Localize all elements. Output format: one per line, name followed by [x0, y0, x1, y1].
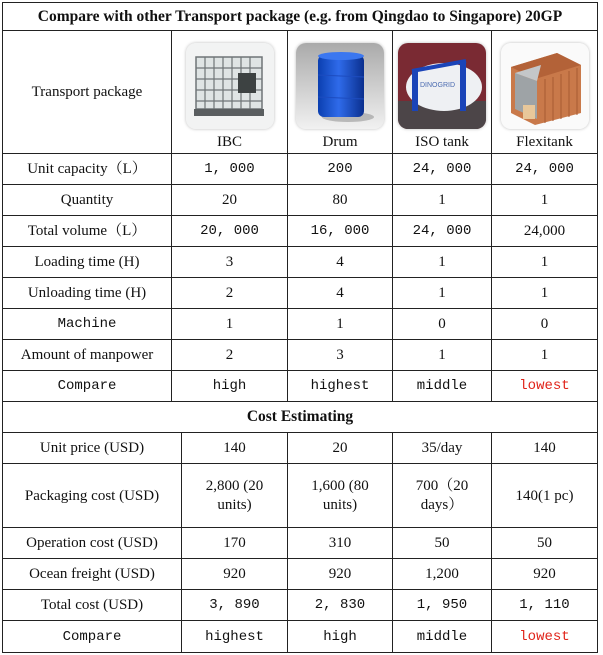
ibc-value: 920: [182, 559, 288, 589]
flexitank-value: 24, 000: [515, 161, 574, 177]
package-flexitank: [492, 31, 597, 153]
flexitank-value: 140(1 pc): [515, 487, 574, 504]
svg-text:DINOGRID: DINOGRID: [420, 82, 455, 89]
row-label: Machine: [3, 309, 172, 339]
iso-tank-value: 24, 000: [393, 154, 492, 184]
drum-value: 16, 000: [288, 216, 393, 246]
ibc-value: 20: [172, 185, 288, 215]
flexitank-value-highlight: lowest: [519, 628, 570, 645]
drum-value: 310: [288, 528, 393, 558]
compare-row: [3, 371, 597, 402]
table-row: [3, 278, 597, 309]
package-iso-tank: [393, 31, 492, 153]
row-label: Ocean freight (USD): [3, 559, 182, 589]
flexitank-value: 1: [540, 192, 549, 208]
flexitank-value: 1: [540, 347, 549, 363]
package-drum: [288, 31, 393, 153]
package-name: Drum: [322, 134, 358, 150]
ibc-value: 2: [172, 278, 288, 308]
table-row: [3, 185, 597, 216]
drum-value: 20: [288, 433, 393, 463]
section-row: [3, 402, 597, 433]
drum-value: 1,600 (80 units): [288, 464, 393, 527]
flexitank-value: 0: [540, 316, 549, 332]
ibc-value: 170: [182, 528, 288, 558]
drum-value: 200: [288, 154, 393, 184]
row-label: Operation cost (USD): [3, 528, 182, 558]
row-label: Total cost (USD): [3, 590, 182, 620]
flexitank-value: 920: [533, 566, 556, 582]
ibc-value: 20, 000: [172, 216, 288, 246]
table-row: [3, 154, 597, 185]
iso-tank-value: 24, 000: [393, 216, 492, 246]
package-header-row: [3, 31, 597, 154]
iso-tank-value: middle: [393, 371, 492, 401]
iso-tank-value: 1: [393, 278, 492, 308]
flexitank-value: 1: [540, 254, 549, 270]
row-label: Unit capacity（L）: [3, 154, 172, 184]
table-row: [3, 590, 597, 621]
row-label: Compare: [3, 371, 172, 401]
iso-tank-value: 0: [393, 309, 492, 339]
title-row: [3, 3, 597, 31]
drum-value: 1: [288, 309, 393, 339]
iso-tank-value: middle: [393, 621, 492, 652]
row-label: Quantity: [3, 185, 172, 215]
comparison-table: [2, 2, 598, 653]
iso-tank-icon: [398, 43, 486, 129]
drum-value: high: [288, 621, 393, 652]
row-label: Unit price (USD): [3, 433, 182, 463]
ibc-tote-icon: [186, 43, 274, 129]
drum-value: 920: [288, 559, 393, 589]
row-label: Total volume（L）: [3, 216, 172, 246]
section-title: Cost Estimating: [246, 408, 354, 425]
ibc-value: 2,800 (20 units): [182, 464, 288, 527]
ibc-value: 1, 000: [172, 154, 288, 184]
flexitank-value: 1, 110: [519, 597, 570, 613]
row-label: Compare: [3, 621, 182, 652]
drum-value: 4: [288, 247, 393, 277]
row-label: Amount of manpower: [3, 340, 172, 370]
ibc-value: 2: [172, 340, 288, 370]
package-name: Flexitank: [516, 134, 573, 150]
table-row: [3, 309, 597, 340]
iso-tank-value: 700（20 days）: [393, 464, 492, 527]
flexitank-value: 50: [537, 535, 552, 551]
package-ibc: [172, 31, 288, 153]
iso-tank-value: 1,200: [393, 559, 492, 589]
flexitank-value: 24,000: [523, 223, 566, 239]
blue-drum-icon: [296, 43, 384, 129]
ibc-value: highest: [182, 621, 288, 652]
drum-value: 80: [288, 185, 393, 215]
row-label: Unloading time (H): [3, 278, 172, 308]
ibc-value: 1: [172, 309, 288, 339]
iso-tank-value: 1: [393, 185, 492, 215]
table-row: [3, 464, 597, 528]
drum-value: 4: [288, 278, 393, 308]
iso-tank-value: 1, 950: [393, 590, 492, 620]
row-label: Packaging cost (USD): [3, 464, 182, 527]
compare-row: [3, 621, 597, 652]
ibc-value: 3, 890: [182, 590, 288, 620]
table-row: [3, 528, 597, 559]
flexitank-value-highlight: lowest: [519, 378, 570, 394]
flexitank-value: 140: [533, 440, 556, 456]
package-name: IBC: [216, 134, 242, 150]
row-label: Loading time (H): [3, 247, 172, 277]
table-row: [3, 216, 597, 247]
drum-value: highest: [288, 371, 393, 401]
ibc-value: high: [172, 371, 288, 401]
package-name: ISO tank: [415, 134, 469, 150]
iso-tank-value: 1: [393, 247, 492, 277]
table-row: [3, 433, 597, 464]
iso-tank-value: 50: [393, 528, 492, 558]
table-row: [3, 559, 597, 590]
ibc-value: 3: [172, 247, 288, 277]
table-row: [3, 247, 597, 278]
iso-tank-value: 35/day: [393, 433, 492, 463]
row-label: Transport package: [3, 31, 172, 153]
iso-tank-value: 1: [393, 340, 492, 370]
flexitank-container-icon: [501, 43, 589, 129]
table-title: Compare with other Transport package (e.g. from Qingdao to Singapore) 20GP: [37, 7, 563, 25]
ibc-value: 140: [182, 433, 288, 463]
flexitank-value: 1: [540, 285, 549, 301]
drum-value: 2, 830: [288, 590, 393, 620]
table-row: [3, 340, 597, 371]
drum-value: 3: [288, 340, 393, 370]
